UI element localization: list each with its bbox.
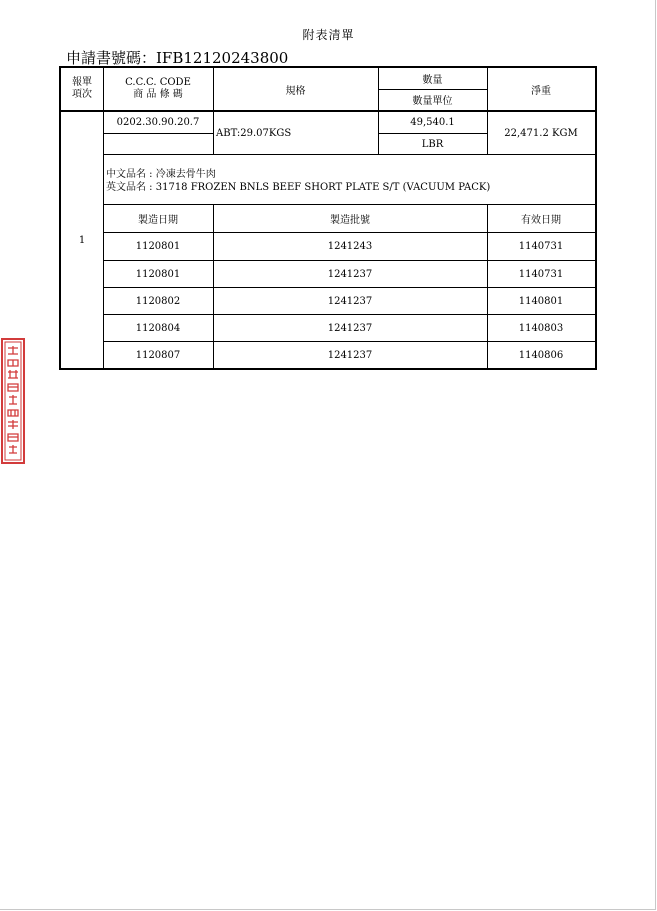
header-spec: 規格 (285, 85, 306, 97)
header-quantity: 數量 (422, 75, 443, 86)
lot-row-1-exp: 1140731 (518, 241, 564, 252)
lot-header-lot-no: 製造批號 (330, 215, 370, 226)
header-item-no (61, 68, 103, 110)
lot-header-mfg-date: 製造日期 (138, 215, 178, 226)
header-quantity-unit: 數量單位 (412, 96, 453, 107)
lot-row-3-mfg: 1120802 (135, 296, 181, 307)
lot-row-1-mfg: 1120801 (135, 241, 181, 252)
col-divider (213, 112, 214, 154)
item-table (59, 66, 597, 370)
lot-row-5-lot: 1241237 (327, 349, 373, 361)
col-divider (378, 112, 379, 154)
qty-divider (378, 89, 487, 90)
product-names (106, 168, 490, 194)
lot-row-5-mfg: 1120807 (135, 349, 181, 361)
spec-value: ABT:29.07KGS (216, 127, 292, 139)
lot-row-4-lot: 1241237 (327, 323, 373, 334)
lot-row-3-lot: 1241237 (327, 296, 373, 307)
application-number: 申請書號碼：IFB12120243800 (66, 49, 289, 67)
net-weight-value: 22,471.2 KGM (504, 127, 578, 139)
header-ccc-line1: C.C.C. CODE (125, 77, 191, 88)
col-divider (487, 68, 488, 110)
header-net-weight: 淨重 (531, 85, 551, 97)
header-ccc-code (103, 68, 213, 110)
lot-row-2-lot: 1241237 (327, 269, 373, 280)
row-divider (103, 154, 595, 155)
lot-row-2-mfg: 1120801 (135, 269, 181, 280)
unit-value: LBR (421, 138, 444, 150)
header-ccc-line2: 商 品 條 碼 (133, 89, 183, 100)
col-divider (213, 68, 214, 110)
header-item-no-line2: 項次 (72, 89, 92, 100)
lot-row-4-mfg: 1120804 (135, 323, 181, 334)
chinese-name: 中文品名 : 冷凍去骨牛肉 (106, 169, 216, 180)
lot-row-4-exp: 1140803 (518, 323, 564, 334)
ccc-code-value: 0202.30.90.20.7 (116, 117, 200, 128)
stamp-glyphs (8, 346, 18, 453)
red-seal-stamp (1, 338, 25, 464)
ccc-divider (103, 133, 213, 134)
document-title: 附表清單 (302, 28, 355, 42)
lot-row-3-exp: 1140801 (518, 296, 564, 307)
header-item-no-line1: 報單 (72, 77, 92, 88)
lot-row-1-lot: 1241243 (327, 241, 373, 252)
col-divider (487, 205, 488, 368)
col-divider (213, 205, 214, 368)
col-divider (487, 112, 488, 154)
lot-row-2-exp: 1140731 (518, 269, 564, 280)
quantity-value: 49,540.1 (410, 117, 455, 128)
lot-row-5-exp: 1140806 (518, 349, 564, 361)
item-number: 1 (78, 234, 86, 246)
lot-header-exp-date: 有效日期 (521, 215, 561, 226)
english-name: 英文品名 : 31718 FROZEN BNLS BEEF SHORT PLATE S/T (VACUUM PACK) (106, 182, 491, 193)
